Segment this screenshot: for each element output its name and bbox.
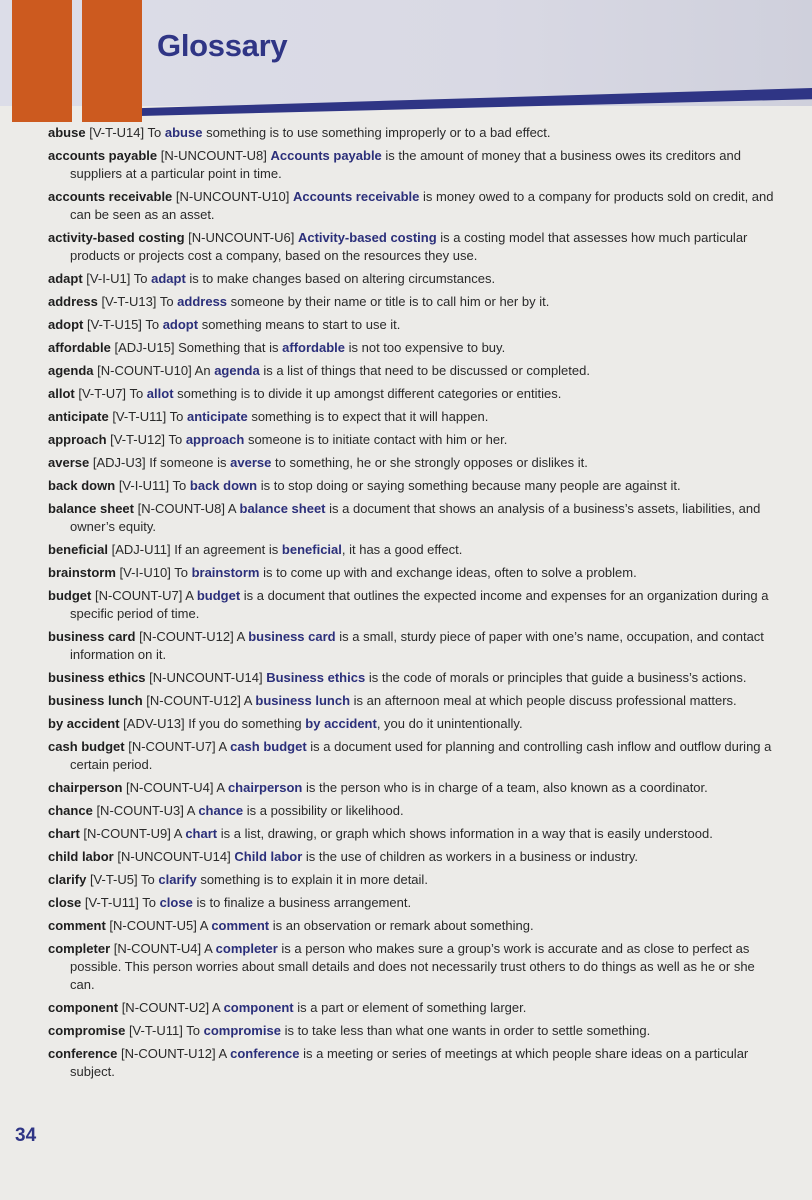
definition-text: , it has a good effect. <box>341 542 463 557</box>
glossary-term: accounts receivable <box>48 189 173 204</box>
glossary-term: affordable <box>48 340 111 355</box>
grammar-tag: [ADJ-U3] <box>92 455 146 470</box>
glossary-entry <box>48 779 778 797</box>
glossary-entry <box>48 124 778 142</box>
glossary-entry <box>48 917 778 935</box>
definition-lead: If you do something <box>188 716 302 731</box>
definition-text: to something, he or she strongly opposes or dislikes it. <box>275 455 588 470</box>
highlighted-term: Accounts receivable <box>292 189 420 204</box>
definition-lead: An <box>194 363 211 378</box>
glossary-entry <box>48 431 778 449</box>
glossary-term: chairperson <box>48 780 123 795</box>
grammar-tag: [N-COUNT-U9] <box>83 826 171 841</box>
glossary-term: component <box>48 1000 119 1015</box>
definition-text: is to stop doing or saying something because many people are against it. <box>260 478 681 493</box>
glossary-term: accounts payable <box>48 148 158 163</box>
glossary-entry <box>48 628 778 664</box>
highlighted-term: by accident <box>305 716 377 731</box>
definition-text: is a list of things that need to be discussed or completed. <box>263 363 590 378</box>
highlighted-term: completer <box>215 941 278 956</box>
grammar-tag: [N-COUNT-U7] <box>128 739 216 754</box>
definition-text: is a costing model that assesses how much particular products or projects cost a company, based on the resources they use. <box>70 230 748 263</box>
highlighted-term: close <box>159 895 193 910</box>
highlighted-term: approach <box>185 432 245 447</box>
highlighted-term: allot <box>146 386 174 401</box>
orange-tab-left <box>12 0 72 122</box>
definition-text: is a document that shows an analysis of a business’s assets, liabilities, and owner’s equity. <box>70 501 761 534</box>
definition-text: is the use of children as workers in a business or industry. <box>305 849 639 864</box>
highlighted-term: conference <box>230 1046 300 1061</box>
definition-text: someone is to initiate contact with him or her. <box>247 432 508 447</box>
glossary-entry <box>48 848 778 866</box>
glossary-term: completer <box>48 941 111 956</box>
grammar-tag: [ADV-U13] <box>123 716 185 731</box>
grammar-tag: [N-UNCOUNT-U14] <box>149 670 263 685</box>
definition-lead: To <box>159 294 174 309</box>
glossary-term: adopt <box>48 317 84 332</box>
definition-text: is money owed to a company for products sold on credit, and can be seen as an asset. <box>70 189 774 222</box>
highlighted-term: adopt <box>162 317 199 332</box>
definition-lead: If an agreement is <box>174 542 279 557</box>
highlighted-term: budget <box>196 588 241 603</box>
definition-lead: A <box>236 629 245 644</box>
grammar-tag: [V-T-U12] <box>110 432 166 447</box>
glossary-term: budget <box>48 588 92 603</box>
definition-lead: To <box>145 317 160 332</box>
glossary-term: business ethics <box>48 670 146 685</box>
definition-text: is a person who makes sure a group’s work is accurate and as close to perfect as possible. This person worries about small details and does not necessarily trust others to do things as well as he or she can. <box>70 941 755 992</box>
grammar-tag: [V-I-U1] <box>86 271 131 286</box>
glossary-entry <box>48 692 778 710</box>
glossary-term: compromise <box>48 1023 126 1038</box>
glossary-entry <box>48 825 778 843</box>
definition-text: something means to start to use it. <box>201 317 401 332</box>
grammar-tag: [N-UNCOUNT-U6] <box>188 230 295 245</box>
definition-lead: To <box>141 872 155 887</box>
glossary-term: chart <box>48 826 80 841</box>
glossary-entry <box>48 229 778 265</box>
definition-text: is not too expensive to buy. <box>348 340 506 355</box>
highlighted-term: clarify <box>158 872 197 887</box>
highlighted-term: component <box>223 1000 294 1015</box>
definition-lead: To <box>168 432 183 447</box>
glossary-term: cash budget <box>48 739 125 754</box>
highlighted-term: Child labor <box>234 849 303 864</box>
definition-text: is an observation or remark about something. <box>272 918 534 933</box>
highlighted-term: abuse <box>164 125 203 140</box>
definition-lead: A <box>204 941 213 956</box>
page-number: 34 <box>15 1125 37 1146</box>
glossary-list <box>48 124 778 1086</box>
grammar-tag: [V-T-U7] <box>78 386 127 401</box>
definition-lead: A <box>218 739 227 754</box>
glossary-term: close <box>48 895 82 910</box>
glossary-entry <box>48 385 778 403</box>
glossary-entry <box>48 669 778 687</box>
highlighted-term: chart <box>185 826 218 841</box>
glossary-entry <box>48 802 778 820</box>
highlighted-term: brainstorm <box>191 565 260 580</box>
definition-text: is to come up with and exchange ideas, often to solve a problem. <box>263 565 637 580</box>
definition-text: someone by their name or title is to call him or her by it. <box>230 294 550 309</box>
orange-tab-right <box>82 0 142 122</box>
grammar-tag: [N-COUNT-U12] <box>139 629 234 644</box>
glossary-term: conference <box>48 1046 118 1061</box>
grammar-tag: [V-I-U10] <box>119 565 171 580</box>
glossary-entry <box>48 894 778 912</box>
grammar-tag: [N-COUNT-U12] <box>146 693 241 708</box>
highlighted-term: beneficial <box>281 542 342 557</box>
definition-lead: A <box>218 1046 227 1061</box>
glossary-term: approach <box>48 432 107 447</box>
definition-lead: To <box>147 125 162 140</box>
definition-text: is the code of morals or principles that guide a business’s actions. <box>368 670 747 685</box>
definition-text: is to make changes based on altering circumstances. <box>189 271 496 286</box>
grammar-tag: [V-T-U15] <box>87 317 142 332</box>
glossary-entry <box>48 564 778 582</box>
highlighted-term: chairperson <box>227 780 303 795</box>
glossary-term: business card <box>48 629 136 644</box>
glossary-term: activity-based costing <box>48 230 185 245</box>
highlighted-term: comment <box>211 918 270 933</box>
definition-lead: A <box>243 693 252 708</box>
page-title: Glossary <box>157 28 288 63</box>
glossary-entry <box>48 316 778 334</box>
definition-lead: If someone is <box>149 455 227 470</box>
glossary-entry <box>48 1022 778 1040</box>
definition-lead: To <box>169 409 184 424</box>
highlighted-term: business lunch <box>255 693 351 708</box>
definition-text: is a part or element of something larger. <box>297 1000 527 1015</box>
highlighted-term: adapt <box>151 271 186 286</box>
glossary-term: by accident <box>48 716 120 731</box>
definition-text: is a document that outlines the expected income and expenses for an organization during a specific period of time. <box>70 588 769 621</box>
grammar-tag: [ADJ-U11] <box>111 542 171 557</box>
highlighted-term: back down <box>189 478 258 493</box>
definition-lead: A <box>173 826 182 841</box>
definition-lead: To <box>133 271 148 286</box>
definition-lead: A <box>185 588 194 603</box>
grammar-tag: [V-T-U13] <box>101 294 157 309</box>
highlighted-term: address <box>177 294 228 309</box>
highlighted-term: business card <box>248 629 336 644</box>
glossary-entry <box>48 587 778 623</box>
glossary-entry <box>48 871 778 889</box>
definition-lead: A <box>211 1000 220 1015</box>
highlighted-term: balance sheet <box>239 501 326 516</box>
definition-text: is an afternoon meal at which people discuss professional matters. <box>353 693 737 708</box>
highlighted-term: averse <box>230 455 272 470</box>
highlighted-term: compromise <box>203 1023 281 1038</box>
definition-text: is a possibility or likelihood. <box>246 803 404 818</box>
definition-text: is to take less than what one wants in order to settle something. <box>284 1023 651 1038</box>
glossary-entry <box>48 999 778 1017</box>
grammar-tag: [V-T-U11] <box>128 1023 183 1038</box>
grammar-tag: [N-COUNT-U10] <box>97 363 192 378</box>
glossary-term: back down <box>48 478 116 493</box>
glossary-term: balance sheet <box>48 501 134 516</box>
grammar-tag: [V-T-U11] <box>84 895 139 910</box>
definition-text: is a meeting or series of meetings at which people share ideas on a particular subject. <box>70 1046 749 1079</box>
definition-text: , you do it unintentionally. <box>376 716 523 731</box>
glossary-entry <box>48 940 778 994</box>
glossary-term: address <box>48 294 98 309</box>
highlighted-term: chance <box>198 803 244 818</box>
highlighted-term: Business ethics <box>266 670 366 685</box>
glossary-term: beneficial <box>48 542 108 557</box>
highlighted-term: anticipate <box>187 409 248 424</box>
definition-text: is the amount of money that a business owes its creditors and suppliers at a particular point in time. <box>70 148 741 181</box>
grammar-tag: [V-T-U14] <box>89 125 145 140</box>
glossary-entry <box>48 270 778 288</box>
glossary-entry <box>48 362 778 380</box>
grammar-tag: [ADJ-U15] <box>114 340 175 355</box>
definition-text: is a list, drawing, or graph which shows information in a way that is easily understood. <box>220 826 713 841</box>
definition-text: something is to divide it up amongst different categories or entities. <box>177 386 562 401</box>
glossary-entry <box>48 408 778 426</box>
definition-lead: A <box>227 501 236 516</box>
highlighted-term: agenda <box>214 363 260 378</box>
grammar-tag: [N-COUNT-U2] <box>121 1000 210 1015</box>
glossary-term: anticipate <box>48 409 109 424</box>
glossary-entry <box>48 738 778 774</box>
glossary-term: abuse <box>48 125 86 140</box>
definition-lead: To <box>174 565 188 580</box>
glossary-entry <box>48 541 778 559</box>
grammar-tag: [N-UNCOUNT-U8] <box>160 148 267 163</box>
glossary-entry <box>48 147 778 183</box>
glossary-term: brainstorm <box>48 565 116 580</box>
grammar-tag: [N-COUNT-U7] <box>94 588 183 603</box>
glossary-term: agenda <box>48 363 94 378</box>
glossary-entry <box>48 188 778 224</box>
glossary-entry <box>48 500 778 536</box>
glossary-entry <box>48 339 778 357</box>
grammar-tag: [N-UNCOUNT-U14] <box>117 849 231 864</box>
definition-lead: Something that is <box>178 340 279 355</box>
glossary-entry <box>48 293 778 311</box>
glossary-entry <box>48 454 778 472</box>
definition-lead: To <box>129 386 144 401</box>
glossary-entry <box>48 477 778 495</box>
glossary-term: comment <box>48 918 106 933</box>
definition-text: is the person who is in charge of a team, also known as a coordinator. <box>305 780 708 795</box>
definition-lead: A <box>216 780 225 795</box>
definition-text: is a small, sturdy piece of paper with one’s name, occupation, and contact information on it. <box>70 629 764 662</box>
glossary-term: clarify <box>48 872 87 887</box>
grammar-tag: [V-T-U5] <box>89 872 138 887</box>
definition-text: is to finalize a business arrangement. <box>196 895 412 910</box>
highlighted-term: Activity-based costing <box>297 230 437 245</box>
glossary-entry <box>48 715 778 733</box>
glossary-term: chance <box>48 803 93 818</box>
glossary-entry <box>48 1045 778 1081</box>
definition-lead: A <box>199 918 208 933</box>
definition-lead: To <box>172 478 187 493</box>
definition-text: something is to expect that it will happen. <box>251 409 489 424</box>
grammar-tag: [V-T-U11] <box>112 409 167 424</box>
grammar-tag: [N-COUNT-U8] <box>137 501 226 516</box>
grammar-tag: [N-COUNT-U5] <box>109 918 197 933</box>
glossary-term: adapt <box>48 271 83 286</box>
highlighted-term: affordable <box>282 340 345 355</box>
grammar-tag: [N-COUNT-U4] <box>126 780 214 795</box>
glossary-term: allot <box>48 386 75 401</box>
glossary-term: child labor <box>48 849 114 864</box>
highlighted-term: cash budget <box>230 739 307 754</box>
glossary-term: business lunch <box>48 693 143 708</box>
definition-lead: A <box>186 803 195 818</box>
grammar-tag: [N-COUNT-U12] <box>121 1046 216 1061</box>
definition-text: is a document used for planning and controlling cash inflow and outflow during a certain period. <box>70 739 772 772</box>
grammar-tag: [N-COUNT-U3] <box>96 803 184 818</box>
grammar-tag: [N-COUNT-U4] <box>113 941 202 956</box>
definition-lead: To <box>186 1023 201 1038</box>
definition-lead: To <box>142 895 156 910</box>
definition-text: something is to explain it in more detail. <box>200 872 428 887</box>
highlighted-term: Accounts payable <box>270 148 382 163</box>
grammar-tag: [N-UNCOUNT-U10] <box>175 189 290 204</box>
definition-text: something is to use something improperly or to a bad effect. <box>206 125 551 140</box>
glossary-term: averse <box>48 455 90 470</box>
grammar-tag: [V-I-U11] <box>118 478 170 493</box>
